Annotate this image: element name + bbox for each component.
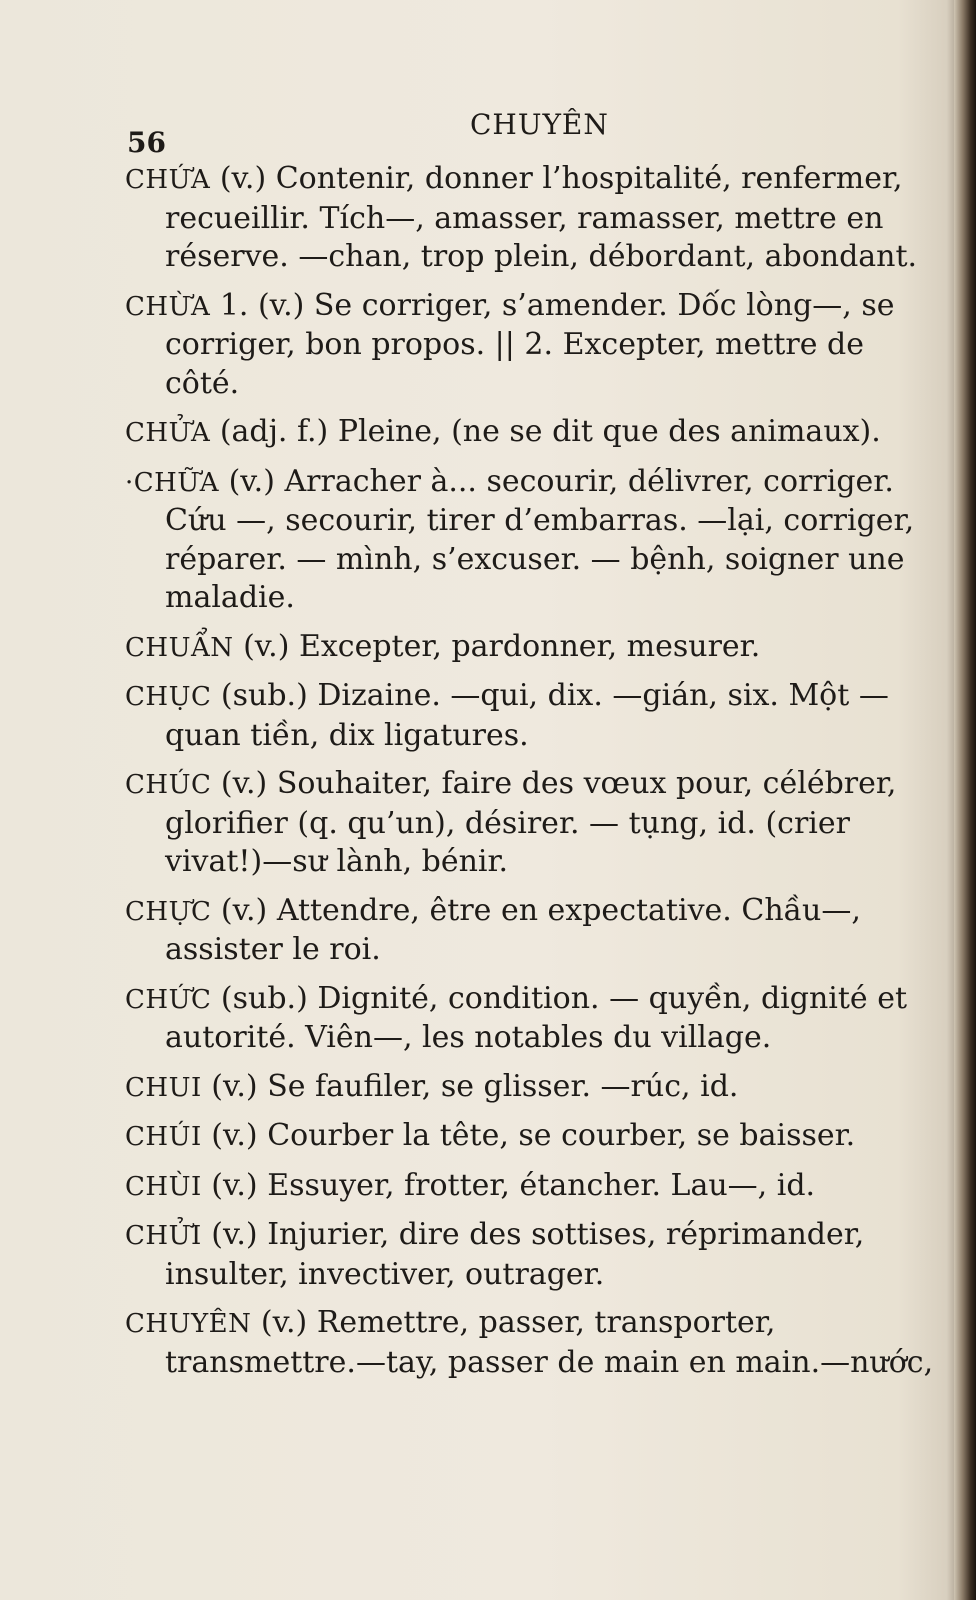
entry-definition: Arracher à... secourir, délivrer, corriger. Cứu —, secourir, tirer d’embarras. —lại, corriger, réparer. — mình, s’excuser. — bệnh, soigner une maladie. — [165, 463, 915, 615]
entry-headword: CHỰC — [125, 896, 212, 927]
entry-headword: CHỤC — [125, 682, 212, 712]
entry-grammar: (v.) — [220, 892, 268, 928]
entry-grammar: (v.) — [211, 1068, 258, 1104]
dictionary-text — [125, 100, 940, 1392]
dictionary-entry — [125, 1117, 940, 1157]
entry-list — [125, 160, 940, 1382]
entry-definition: Remettre, passer, transporter, transmettre.—tay, passer de main en main.—nước, — [165, 1305, 934, 1380]
entry-definition: Se faufiler, se glisser. —rúc, id. — [267, 1068, 739, 1104]
page-edge-shadow — [954, 0, 976, 1600]
entry-definition: Se corriger, s’amender. Dốc lòng—, se corriger, bon propos. || 2. Excepter, mettre de côté. — [165, 287, 895, 401]
entry-definition: Dignité, condition. — quyền, dignité et autorité. Viên—, les notables du village. — [165, 980, 908, 1055]
entry-headword: CHỬA — [125, 418, 211, 448]
entry-grammar: (v.) — [211, 1167, 258, 1203]
entry-grammar: (sub.) — [220, 678, 308, 713]
dictionary-entry — [125, 160, 940, 277]
entry-headword: CHÚC — [125, 770, 212, 800]
entry-grammar: (v.) — [211, 1118, 258, 1153]
entry-definition: Contenir, donner l’hospitalité, renfermer, recueillir. Tích—, amasser, ramasser, mettre en réserve. —chan, trop plein, débordant, abondant. — [165, 161, 918, 274]
page-number: 56 — [127, 126, 166, 159]
entry-headword: CHỪA — [125, 291, 211, 322]
entry-definition: Injurier, dire des sottises, réprimander, insulter, invectiver, outrager. — [165, 1217, 865, 1292]
entry-definition: Attendre, être en expectative. Chầu—, assister le roi. — [165, 892, 861, 967]
entry-headword: CHUẨN — [125, 632, 234, 663]
dictionary-entry — [125, 677, 940, 755]
entry-definition: Pleine, (ne se dit que des animaux). — [337, 414, 881, 449]
dictionary-entry — [125, 463, 940, 618]
dictionary-entry — [125, 765, 940, 882]
entry-definition: Courber la tête, se courber, se baisser. — [267, 1118, 856, 1153]
entry-grammar: (v.) — [228, 463, 275, 499]
entry-definition: Souhaiter, faire des vœux pour, célébrer, glorifier (q. qu’un), désirer. — tụng, id. (crier vivat!)—sư lành, bénir. — [165, 766, 897, 879]
dictionary-entry — [125, 980, 940, 1058]
entry-headword: CHÙI — [125, 1171, 202, 1202]
entry-definition: Dizaine. —qui, dix. —gián, six. Một — quan tiền, dix ligatures. — [165, 678, 889, 753]
dictionary-entry — [125, 1167, 940, 1207]
dictionary-entry — [125, 1304, 940, 1382]
dictionary-entry — [125, 1216, 940, 1294]
entry-grammar: (v.) — [220, 766, 268, 801]
entry-grammar: (v.) — [211, 1217, 258, 1252]
entry-headword: CHUI — [125, 1072, 202, 1103]
dictionary-entry — [125, 628, 940, 668]
entry-headword: CHUYÊN — [125, 1309, 252, 1339]
entry-headword: CHỨA — [125, 165, 211, 195]
dictionary-entry — [125, 413, 940, 453]
page-header — [125, 100, 940, 160]
dictionary-entry — [125, 287, 940, 404]
entry-grammar: (v.) — [219, 161, 267, 196]
entry-grammar: 1. (v.) — [219, 287, 305, 323]
entry-definition: Essuyer, frotter, étancher. Lau—, id. — [267, 1167, 816, 1203]
entry-headword: ·CHỮA — [125, 467, 220, 498]
dictionary-entry — [125, 1068, 940, 1108]
entry-grammar: (sub.) — [220, 980, 308, 1016]
entry-grammar: (v.) — [260, 1305, 308, 1340]
dictionary-entry — [125, 892, 940, 970]
entry-headword: CHÚI — [125, 1122, 202, 1152]
entry-grammar: (adj. f.) — [219, 414, 329, 449]
entry-headword: CHỨC — [125, 984, 212, 1015]
running-head: CHUYÊN — [470, 108, 609, 141]
entry-definition: Excepter, pardonner, mesurer. — [298, 628, 761, 664]
entry-grammar: (v.) — [243, 628, 290, 664]
entry-headword: CHỬI — [125, 1221, 202, 1251]
